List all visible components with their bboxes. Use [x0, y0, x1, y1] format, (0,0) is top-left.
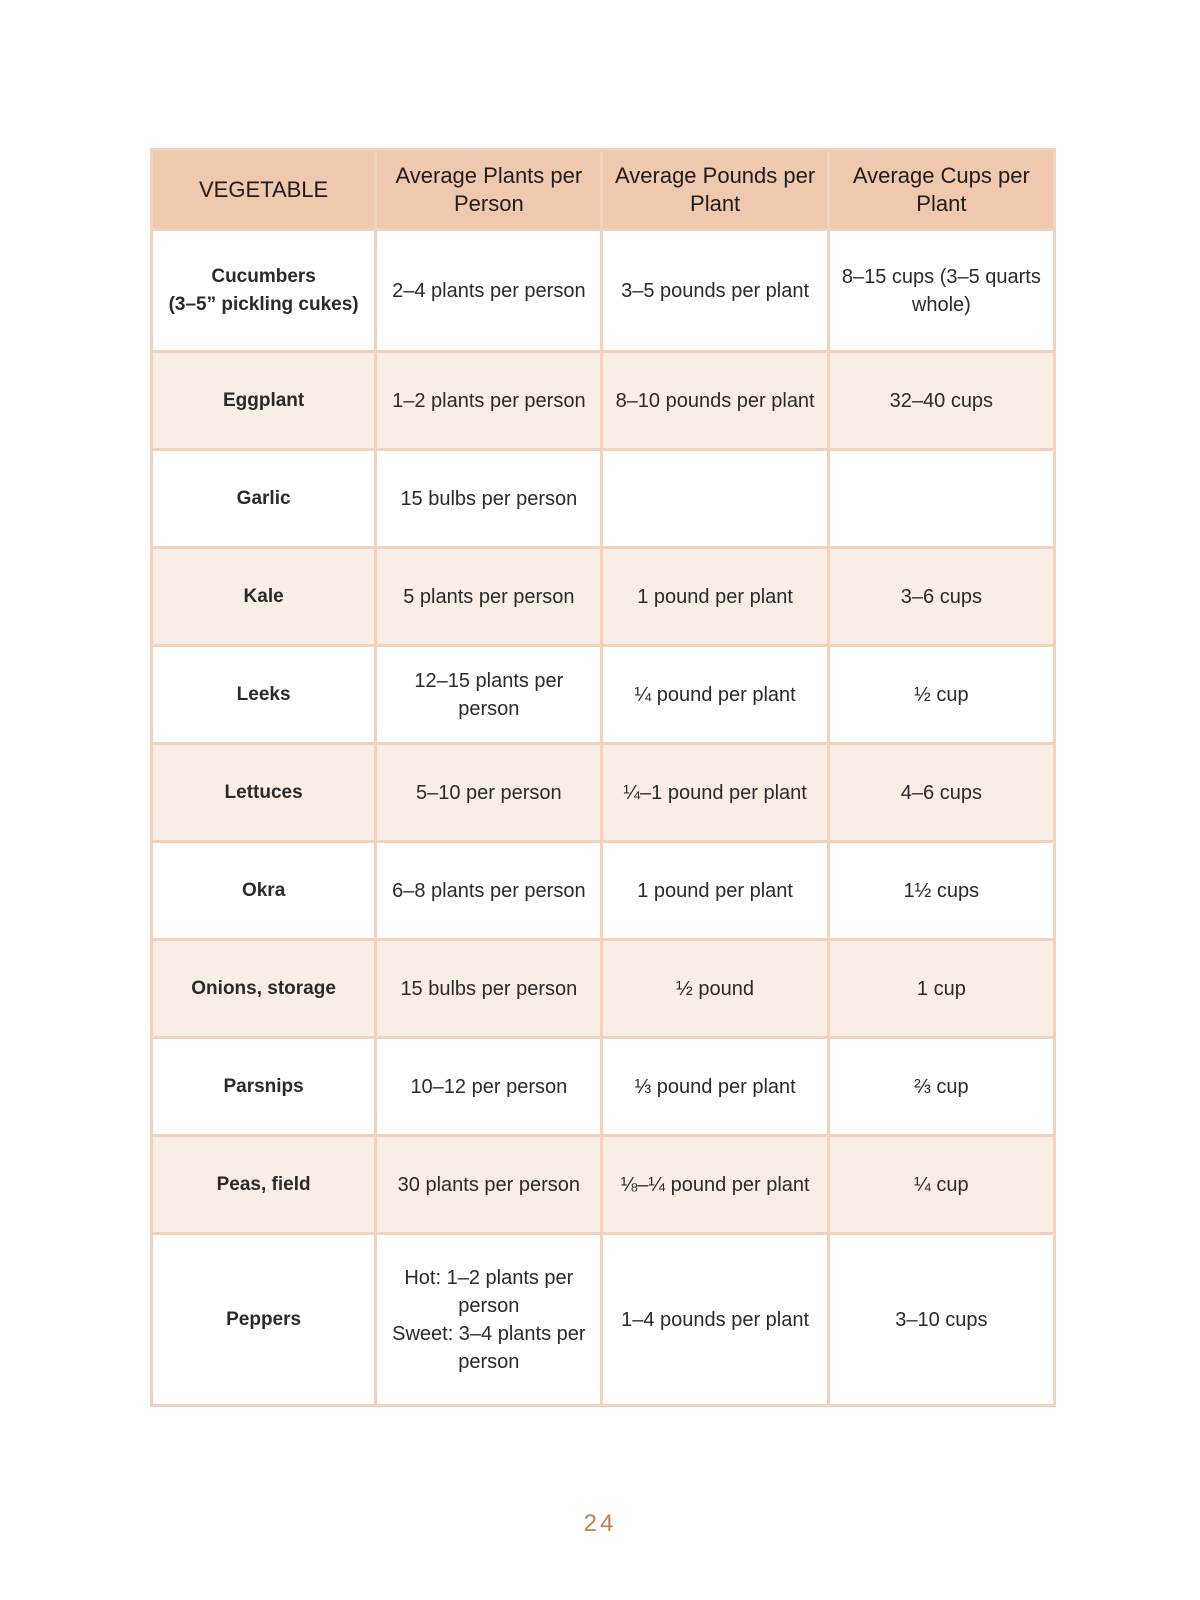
cell-line: Garlic — [236, 487, 291, 509]
cell-line: 2–4 plants per person — [392, 279, 586, 302]
cups-per-plant-cell: 1½ cups — [828, 842, 1054, 940]
pounds-per-plant-cell: ⅛–¼ pound per plant — [602, 1136, 828, 1234]
header-cups-per-plant: Average Cups per Plant — [828, 150, 1054, 230]
pounds-per-plant-cell: 1 pound per plant — [602, 842, 828, 940]
cell-line: 15 bulbs per person — [400, 977, 578, 1000]
plants-per-person-cell — [376, 352, 602, 450]
cell-line: Okra — [241, 879, 286, 901]
cell-line: person — [458, 1294, 520, 1317]
cell-line: person — [458, 1350, 520, 1373]
table-row — [152, 352, 1055, 450]
cell-line: Cucumbers — [211, 265, 316, 287]
header-plants-per-person: Average Plants per Person — [376, 150, 602, 230]
pounds-per-plant-cell: 1–4 pounds per plant — [602, 1234, 828, 1406]
vegetable-cell — [152, 842, 376, 940]
vegetable-cell — [152, 1136, 376, 1234]
cell-line: Peas, field — [216, 1173, 311, 1195]
plants-per-person-cell — [376, 1136, 602, 1234]
vegetable-cell — [152, 230, 376, 352]
vegetable-cell — [152, 744, 376, 842]
cups-per-plant-cell: 32–40 cups — [828, 352, 1054, 450]
table-row — [152, 940, 1055, 1038]
vegetable-cell — [152, 1234, 376, 1406]
table-body — [152, 230, 1055, 1406]
plants-per-person-cell — [376, 1234, 602, 1406]
cups-per-plant-cell: 8–15 cups (3–5 quarts whole) — [828, 230, 1054, 352]
pounds-per-plant-cell: ½ pound — [602, 940, 828, 1038]
cell-line: 5 plants per person — [403, 585, 575, 608]
pounds-per-plant-cell: 1 pound per plant — [602, 548, 828, 646]
vegetable-yield-table — [150, 148, 1056, 1407]
table-row — [152, 842, 1055, 940]
vegetable-cell — [152, 646, 376, 744]
table-row — [152, 1136, 1055, 1234]
cell-line: (3–5” pickling cukes) — [168, 293, 359, 315]
plants-per-person-cell — [376, 842, 602, 940]
pounds-per-plant-cell: ¼–1 pound per plant — [602, 744, 828, 842]
cups-per-plant-cell: 4–6 cups — [828, 744, 1054, 842]
header-pounds-per-plant: Average Pounds per Plant — [602, 150, 828, 230]
pounds-per-plant-cell: ⅓ pound per plant — [602, 1038, 828, 1136]
cell-line: 15 bulbs per person — [400, 487, 578, 510]
table-row — [152, 646, 1055, 744]
table-row — [152, 1234, 1055, 1406]
cell-line: Sweet: 3–4 plants per — [392, 1322, 586, 1345]
vegetable-cell — [152, 940, 376, 1038]
cell-line: Hot: 1–2 plants per — [404, 1266, 574, 1289]
cups-per-plant-cell: 3–6 cups — [828, 548, 1054, 646]
cell-line: Leeks — [236, 683, 291, 705]
cell-line: Lettuces — [224, 781, 303, 803]
cell-line: 1–2 plants per person — [392, 389, 586, 412]
cups-per-plant-cell: ¼ cup — [828, 1136, 1054, 1234]
cell-line: 6–8 plants per person — [392, 879, 586, 902]
cups-per-plant-cell: ⅔ cup — [828, 1038, 1054, 1136]
table-header-row — [152, 150, 1055, 230]
plants-per-person-cell — [376, 230, 602, 352]
plants-per-person-cell — [376, 940, 602, 1038]
vegetable-cell — [152, 450, 376, 548]
pounds-per-plant-cell: 3–5 pounds per plant — [602, 230, 828, 352]
plants-per-person-cell — [376, 646, 602, 744]
cell-line: 5–10 per person — [416, 781, 562, 804]
table-row — [152, 548, 1055, 646]
vegetable-cell — [152, 548, 376, 646]
cell-line: Eggplant — [222, 389, 305, 411]
cups-per-plant-cell — [828, 450, 1054, 548]
plants-per-person-cell — [376, 548, 602, 646]
table-row — [152, 744, 1055, 842]
cell-line: 30 plants per person — [397, 1173, 581, 1196]
vegetable-cell — [152, 352, 376, 450]
table-row — [152, 450, 1055, 548]
plants-per-person-cell — [376, 744, 602, 842]
cell-line: Peppers — [226, 1308, 302, 1330]
table-row — [152, 230, 1055, 352]
cups-per-plant-cell: ½ cup — [828, 646, 1054, 744]
page-number: 24 — [583, 1510, 617, 1537]
cell-line: Kale — [243, 585, 284, 607]
vegetable-cell — [152, 1038, 376, 1136]
cups-per-plant-cell: 3–10 cups — [828, 1234, 1054, 1406]
cell-line: 12–15 plants per person — [414, 669, 564, 720]
cell-line: Onions, storage — [191, 977, 336, 999]
plants-per-person-cell — [376, 1038, 602, 1136]
table-row — [152, 1038, 1055, 1136]
pounds-per-plant-cell — [602, 450, 828, 548]
pounds-per-plant-cell: ¼ pound per plant — [602, 646, 828, 744]
cups-per-plant-cell: 1 cup — [828, 940, 1054, 1038]
cell-line: Parsnips — [223, 1075, 304, 1097]
header-vegetable: VEGETABLE — [152, 150, 376, 230]
cell-line: 10–12 per person — [410, 1075, 568, 1098]
plants-per-person-cell — [376, 450, 602, 548]
pounds-per-plant-cell: 8–10 pounds per plant — [602, 352, 828, 450]
